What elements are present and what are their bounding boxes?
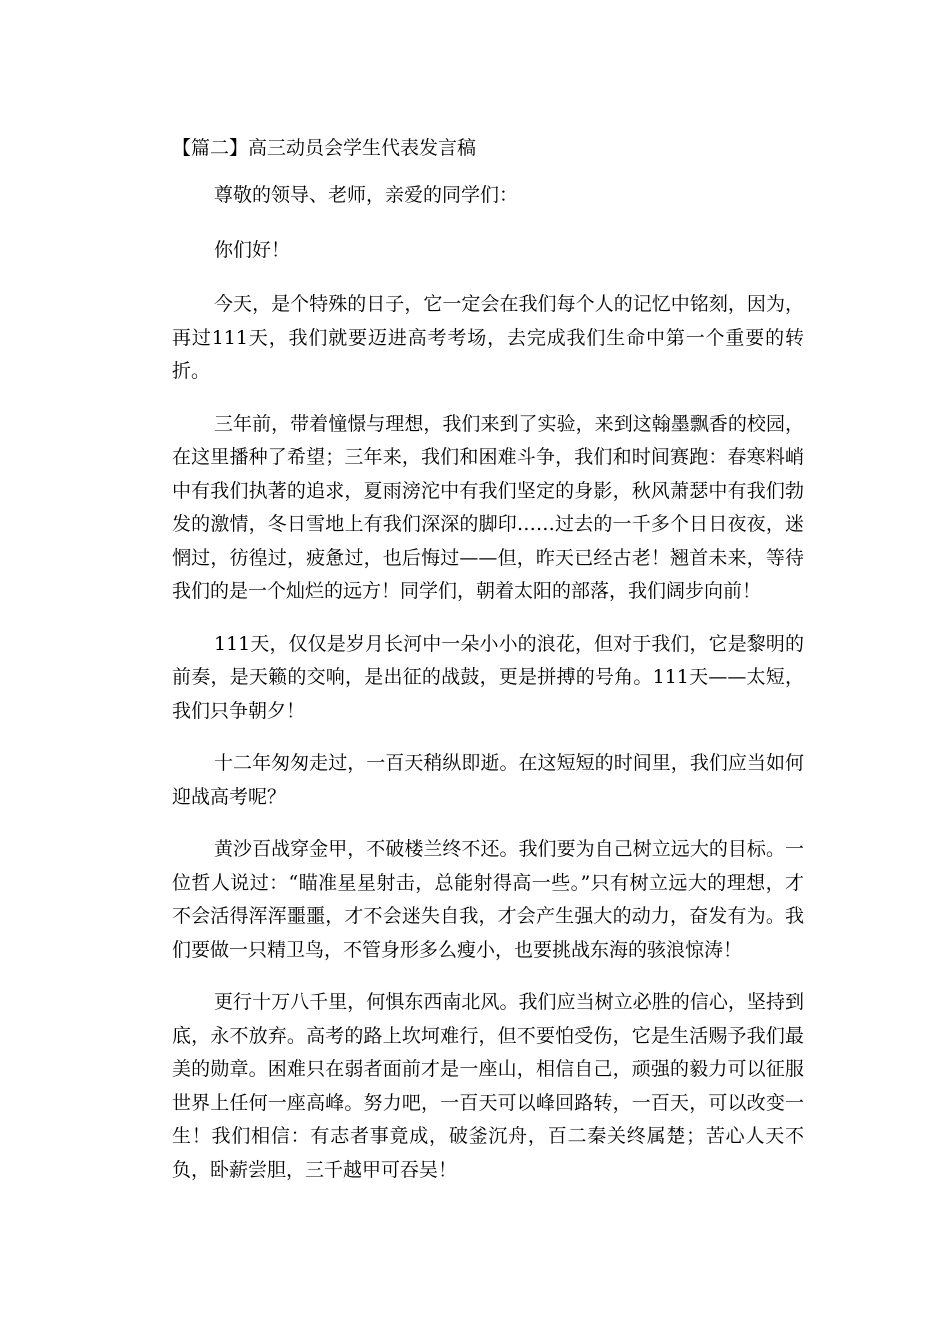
paragraph-111-days: 111天，仅仅是岁月长河中一朵小小的浪花，但对于我们，它是黎明的前奏，是天籁的交响，是出征的战鼓，更是拼搏的号角。111天——太短，我们只争朝夕！ xyxy=(172,632,804,722)
paragraph-goals: 黄沙百战穿金甲，不破楼兰终不还。我们要为自己树立远大的目标。一位哲人说过：“瞄准星星射击，总能射得高一些。”只有树立远大的理想，才不会活得浑浑噩噩，才不会迷失自我，才会产生强大的动力，奋发有为。我们要做一只精卫鸟，不管身形多么瘦小，也要挑战东海的骇浪惊涛！ xyxy=(172,838,804,961)
paragraph-three-years: 三年前，带着憧憬与理想，我们来到了实验，来到这翰墨飘香的校园，在这里播种了希望；三年来，我们和困难斗争，我们和时间赛跑：春寒料峭中有我们执著的追求，夏雨滂沱中有我们坚定的身影，秋风萧瑟中有我们勃发的激情，冬日雪地上有我们深深的脚印……过去的一千多个日日夜夜，迷惘过，彷徨过，疲惫过，也后悔过——但，昨天已经古老！翘首未来，等待我们的是一个灿烂的远方！同学们，朝着太阳的部落，我们阔步向前！ xyxy=(172,412,804,602)
document-heading: 【篇二】高三动员会学生代表发言稿 xyxy=(172,137,477,159)
greeting: 你们好！ xyxy=(214,238,291,261)
paragraph-confidence: 更行十万八千里，何惧东西南北风。我们应当树立必胜的信心，坚持到底，永不放弃。高考的路上坎坷难行，但不要怕受伤，它是生活赐予我们最美的勋章。困难只在弱者面前才是一座山，相信自己，顽强的毅力可以征服世界上任何一座高峰。努力吧，一百天可以峰回路转，一百天，可以改变一生！我们相信：有志者事竟成，破釜沉舟，百二秦关终属楚；苦心人天不负，卧薪尝胆，三千越甲可吞吴！ xyxy=(172,991,804,1181)
paragraph-twelve-years: 十二年匆匆走过，一百天稍纵即逝。在这短短的时间里，我们应当如何迎战高考呢？ xyxy=(172,752,804,808)
salutation: 尊敬的领导、老师，亲爱的同学们： xyxy=(214,184,519,206)
paragraph-today: 今天，是个特殊的日子，它一定会在我们每个人的记忆中铭刻，因为，再过111天，我们就要迈进高考考场，去完成我们生命中第一个重要的转折。 xyxy=(172,293,804,382)
document-body xyxy=(172,132,804,1206)
